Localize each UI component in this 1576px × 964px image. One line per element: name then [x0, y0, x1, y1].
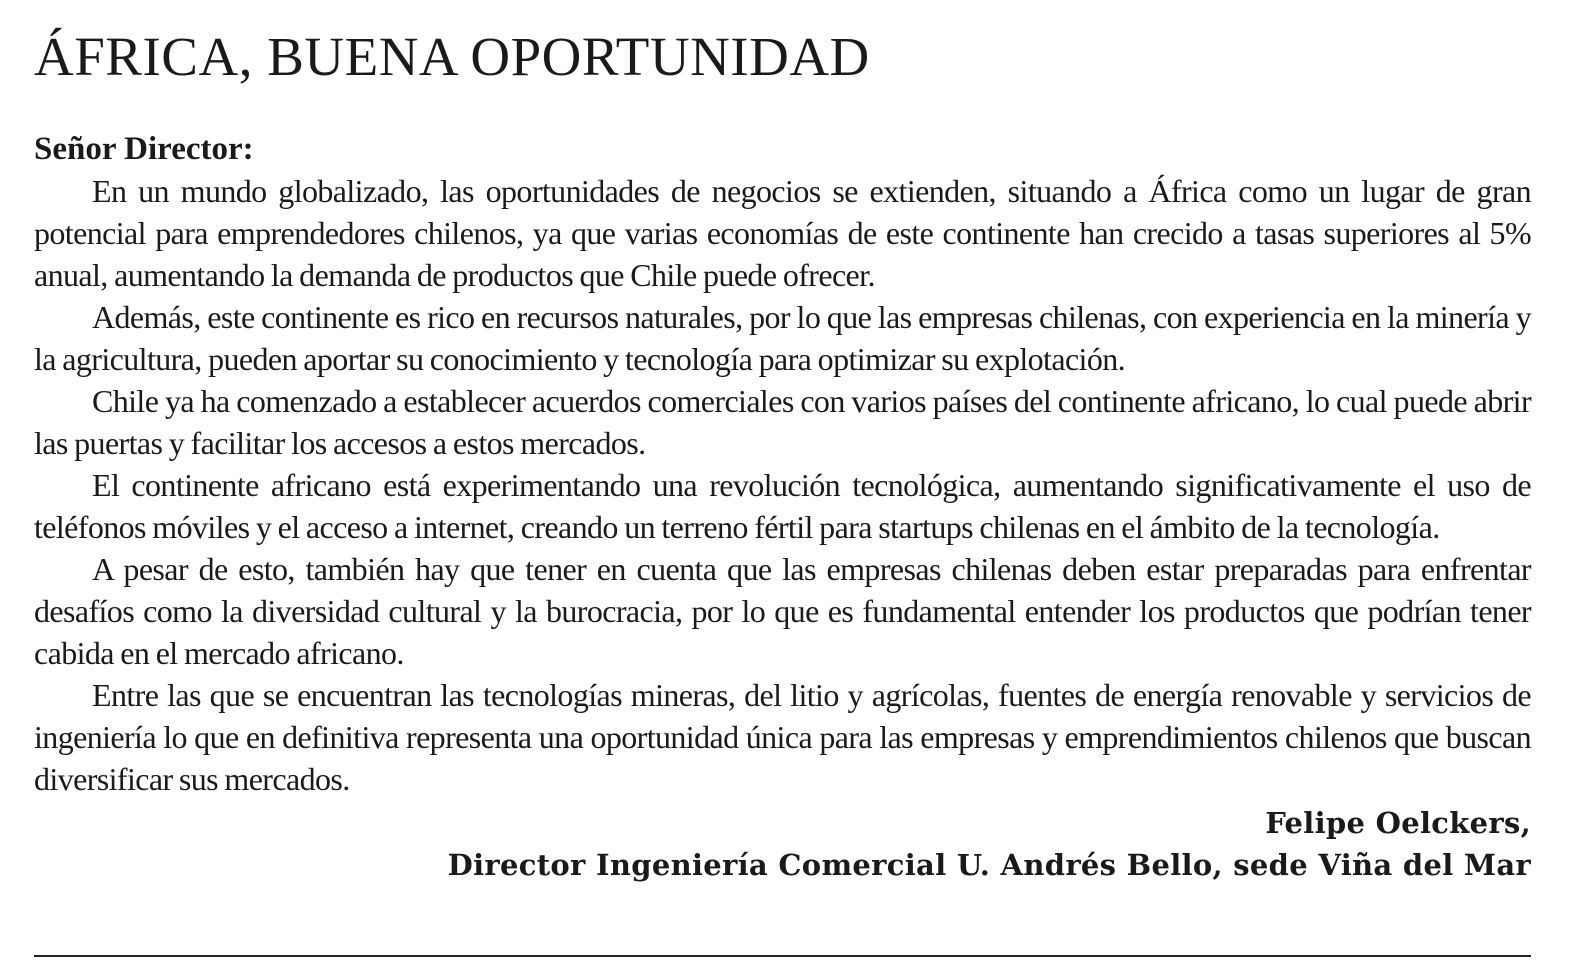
signature-title: Director Ingeniería Comercial U. Andrés Bello, sede Viña del Mar [447, 848, 1531, 882]
signature-block [34, 802, 1531, 886]
letter-to-editor [34, 22, 1531, 886]
letter-body [34, 170, 1531, 800]
paragraph-5: A pesar de esto, también hay que tener en cuenta que las empresas chilenas deben estar preparadas para enfrentar desafíos como la diversidad cultural y la burocracia, por lo que es fundamental entender los productos que podrían tener cabida en el mercado africano. [34, 551, 1531, 671]
paragraph-1: En un mundo globalizado, las oportunidades de negocios se extienden, situando a África como un lugar de gran potencial para emprendedores chilenos, ya que varias economías de este continente han crecido a tasas superiores al 5% anual, aumentando la demanda de productos que Chile puede ofrecer. [34, 173, 1531, 293]
paragraph-6: Entre las que se encuentran las tecnologías mineras, del litio y agrícolas, fuentes de energía renovable y servicios de ingeniería lo que en definitiva representa una oportunidad única para las empresas y emprendimientos chilenos que buscan diversificar sus mercados. [34, 677, 1531, 797]
bottom-divider [34, 955, 1531, 957]
salutation: Señor Director: [34, 131, 254, 167]
paragraph-3: Chile ya ha comenzado a establecer acuerdos comerciales con varios países del continente africano, lo cual puede abrir las puertas y facilitar los accesos a estos mercados. [34, 383, 1531, 461]
headline: ÁFRICA, BUENA OPORTUNIDAD [34, 26, 870, 87]
paragraph-2: Además, este continente es rico en recursos naturales, por lo que las empresas chilenas, con experiencia en la minería y la agricultura, pueden aportar su conocimiento y tecnología para optimizar su explotación. [34, 299, 1531, 377]
paragraph-4: El continente africano está experimentando una revolución tecnológica, aumentando significativamente el uso de teléfonos móviles y el acceso a internet, creando un terreno fértil para startups chilenas en el ámbito de la tecnología. [34, 467, 1531, 545]
signature-name: Felipe Oelckers, [1265, 806, 1531, 840]
